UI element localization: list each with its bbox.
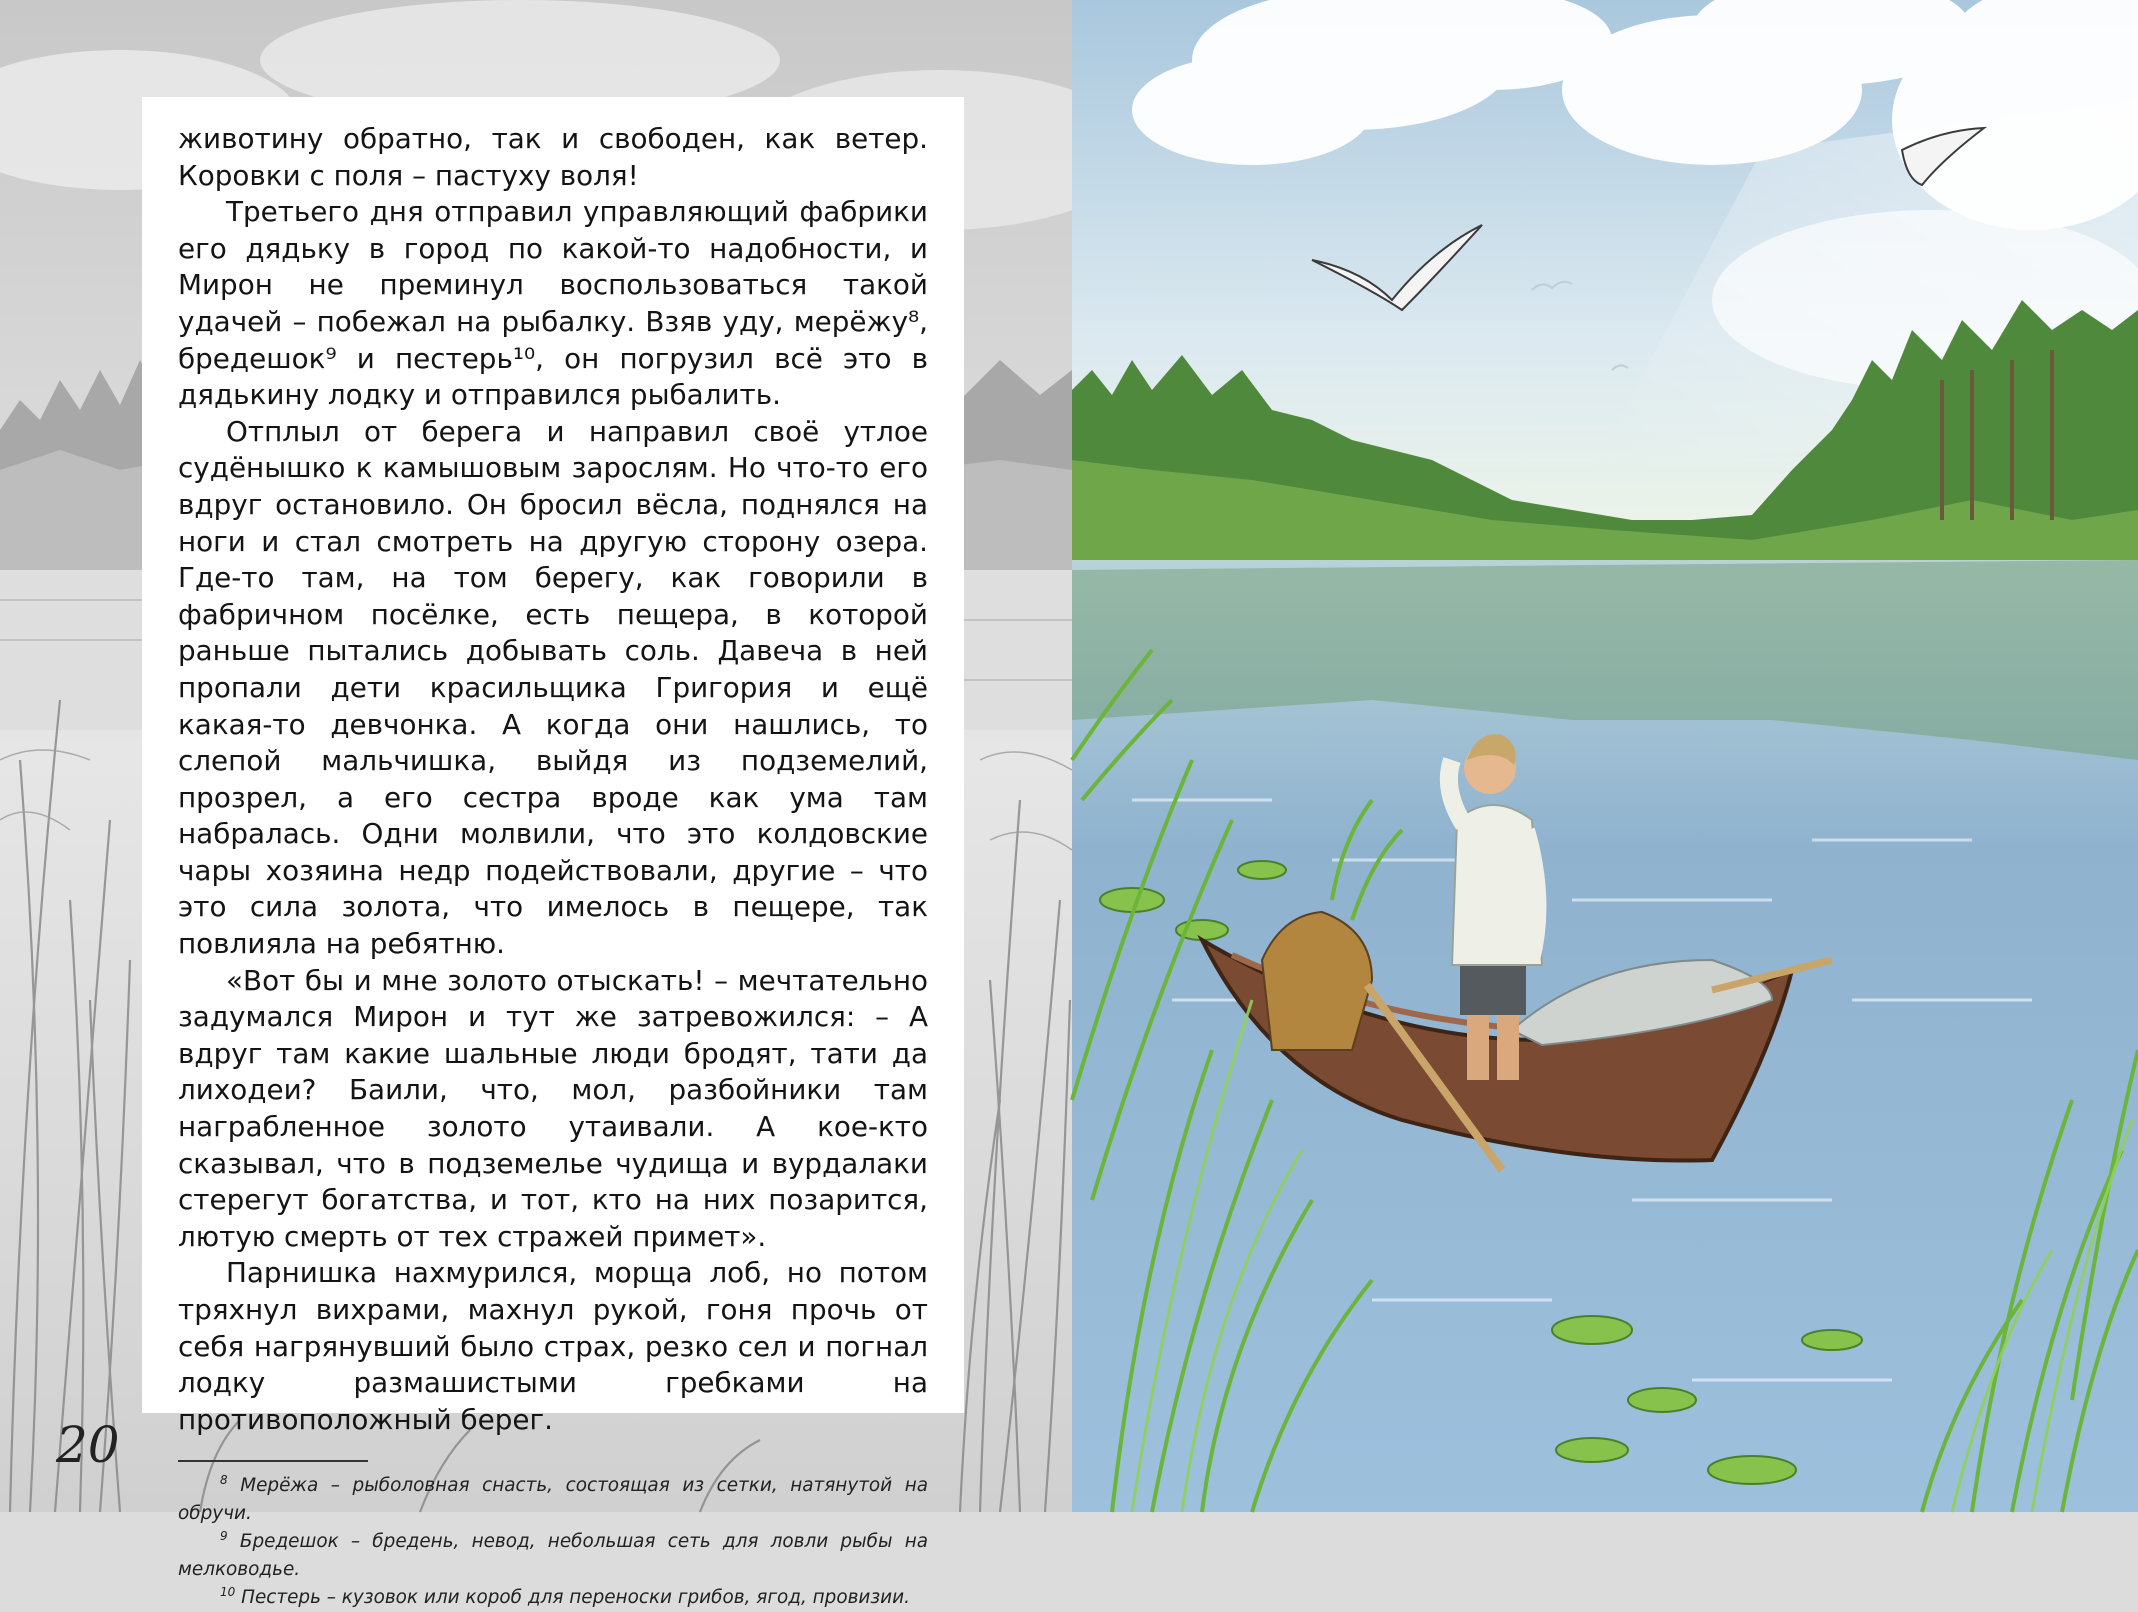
footnote (178, 1584, 928, 1612)
footnote-text: Мерёжа – рыболовная снасть, состоящая из сетки, натянутой на обручи. (178, 1475, 928, 1525)
body-text (178, 121, 928, 1438)
footnote-divider (178, 1460, 368, 1462)
text-block (142, 97, 964, 1609)
footnote-number: 8 (220, 1473, 228, 1488)
paragraph: Парнишка нахмурился, морща лоб, но потом тряхнул вихрами, махнул рукой, гоня прочь от себя нагрянувший было страх, резко сел и погнал лодку размашистыми гребками на противоположный берег. (178, 1256, 928, 1436)
right-page (1072, 0, 2138, 1512)
paragraph: Отплыл от берега и направил своё утлое судёнышко к камышовым зарослям. Но что-то его вдруг остановило. Он бросил вёсла, поднялся на ноги и стал смотреть на другую сторону озера. Где-то там, на том берегу, как говорили в фабричном посёлке, есть пещера, в которой раньше пытались добывать соль. Давеча в ней пропали дети красильщика Григория и ещё какая-то девчонка. А когда они нашлись, то слепой мальчишка, выйдя из подземелий, прозрел, а его сестра вроде как ума там набралась. Одни молвили, что это колдовские чары хозяина недр подействовали, другие – что это сила золота, что имелось в пещере, так повлияла на ребятню. (178, 414, 928, 961)
footnote-number: 9 (220, 1529, 228, 1544)
footnote-text: Бредешок – бредень, невод, небольшая сеть для ловли рыбы на мелководье. (178, 1531, 928, 1581)
footnote (178, 1528, 928, 1584)
paragraph: Третьего дня отправил управляющий фабрики его дядьку в город по какой-то надобности, и Мирон не преминул воспользоваться такой удачей – побежал на рыбалку. Взяв уду, мерёжу⁸, бредешок⁹ и пестерь¹⁰, он погрузил всё это в дядькину лодку и отправился рыбалить. (178, 195, 928, 412)
page-number: 20 (56, 1416, 120, 1474)
footnotes (178, 1472, 928, 1612)
footnote-text: Пестерь – кузовок или короб для переноски грибов, ягод, провизии. (235, 1587, 910, 1609)
paragraph: животину обратно, так и свободен, как ветер. Коровки с поля – пастуху воля! (178, 122, 928, 192)
boy-in-boat-illustration (1072, 0, 2138, 1512)
paragraph: «Вот бы и мне золото отыскать! – мечтательно задумался Мирон и тут же затревожился: – А вдруг там какие шальные люди бродят, тати да лиходеи? Баили, что, мол, разбойники там награбленное золото утаивали. А кое-кто сказывал, что в подземелье чудища и вурдалаки стерегут богатства, и тот, кто на них позарится, лютую смерть от тех стражей примет». (178, 963, 928, 1253)
footnote-number: 10 (220, 1585, 236, 1600)
footnote (178, 1472, 928, 1528)
